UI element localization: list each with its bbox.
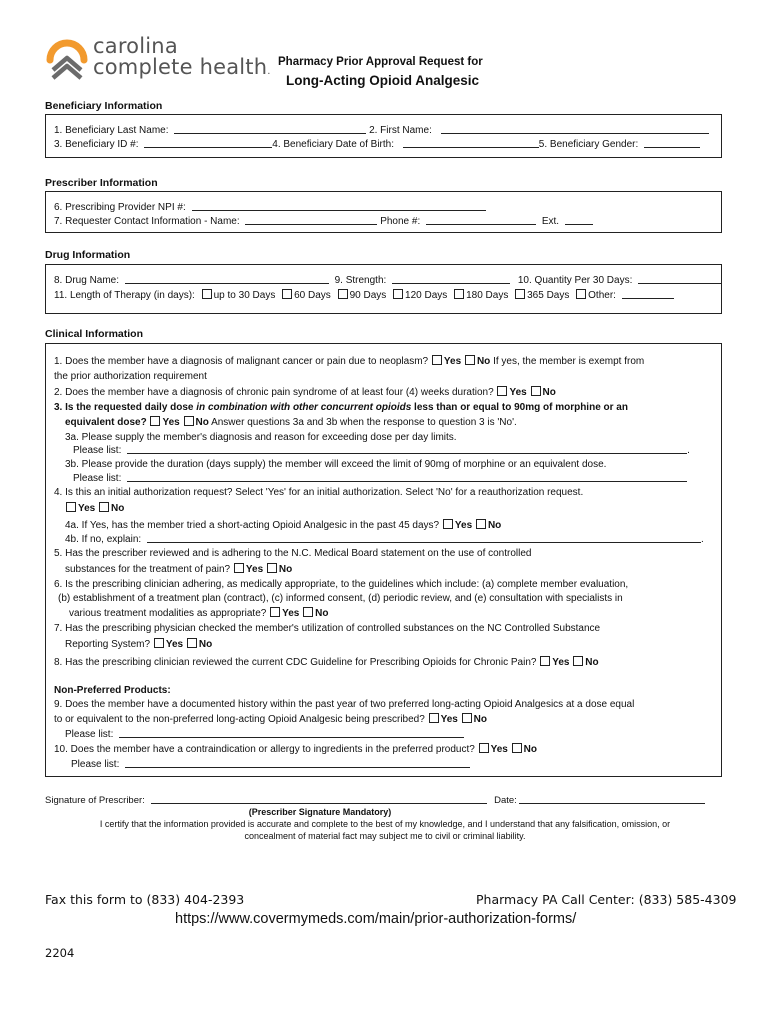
q6-line-3: [69, 607, 328, 620]
contact-name-label: 7. Requester Contact Information - Name:: [54, 216, 240, 227]
dob-field[interactable]: [403, 138, 539, 148]
therapy-option-label: 365 Days: [527, 290, 570, 301]
q4a-line: [65, 519, 501, 532]
q4-line: 4. Is this an initial authorization request? Select 'Yes' for an initial authorization. Select 'No' for a reauthorization request.: [54, 487, 584, 498]
logo: [44, 34, 271, 84]
q2-line: [54, 386, 556, 399]
ext-label: Ext.: [541, 216, 560, 227]
q7-yes-checkbox[interactable]: [154, 638, 164, 648]
dob-label: 4. Beneficiary Date of Birth:: [272, 139, 394, 150]
phone-label: Phone #:: [380, 216, 421, 227]
q4a-yes-checkbox[interactable]: [443, 519, 453, 529]
prescriber-row-1: [54, 201, 486, 214]
first-name-label: 2. First Name:: [369, 125, 432, 136]
q8-text: 8. Has the prescribing clinician reviewed the current CDC Guideline for Prescribing Opioids for Chronic Pain?: [54, 657, 537, 668]
therapy-other-field[interactable]: [622, 289, 674, 299]
q4b-line: 4b. If no, explain: .: [65, 534, 704, 545]
yes-label: Yes: [490, 744, 508, 755]
gender-label: 5. Beneficiary Gender:: [538, 139, 639, 150]
beneficiary-row-1: [54, 124, 709, 137]
q3-text-4: equivalent dose?: [65, 417, 147, 428]
beneficiary-section-title: Beneficiary Information: [45, 100, 163, 112]
drug-row-2: [54, 289, 674, 302]
certify-line-1: I certify that the information provided is accurate and complete to the best of my knowledge, and I understand that any falsification, omission, or: [99, 819, 671, 829]
no-label: No: [278, 564, 293, 575]
q4b-field[interactable]: [147, 533, 701, 543]
beneficiary-box: [45, 114, 722, 158]
ext-field[interactable]: [565, 215, 593, 225]
q3-no-checkbox[interactable]: [184, 416, 194, 426]
q3b-list-field[interactable]: [127, 472, 687, 482]
q6-text: various treatment modalities as appropriate?: [69, 608, 267, 619]
form-code: 2204: [45, 946, 75, 960]
brand-name-line2: [93, 55, 271, 79]
q5-text: substances for the treatment of pain?: [65, 564, 231, 575]
brand-name-line1: carolina: [93, 34, 178, 58]
signature-label: Signature of Prescriber:: [45, 795, 145, 806]
q7-line-2: [65, 638, 212, 651]
signature-row: [45, 794, 705, 807]
beneficiary-id-field[interactable]: [144, 138, 272, 148]
q6-line-2: (b) establishment of a treatment plan (contract), (c) informed consent, (d) periodic review, and (e) consultation with specialists in: [58, 593, 623, 604]
therapy-option-365[interactable]: [514, 290, 569, 301]
no-label: No: [195, 417, 209, 428]
call-center-info: Pharmacy PA Call Center: (833) 585-4309: [476, 892, 737, 907]
checkbox-icon[interactable]: [393, 289, 403, 299]
date-label: Date:: [494, 795, 517, 806]
q10-yes-checkbox[interactable]: [479, 743, 489, 753]
therapy-option-90[interactable]: [337, 290, 387, 301]
q3-line-1: [54, 401, 628, 414]
q3-yes-checkbox[interactable]: [150, 416, 160, 426]
gender-field[interactable]: [644, 138, 700, 148]
brand-mark: .: [267, 66, 271, 77]
checkbox-icon[interactable]: [202, 289, 212, 299]
yes-label: Yes: [282, 608, 300, 619]
q10-list-field[interactable]: [125, 758, 470, 768]
q4-options: [65, 502, 124, 515]
q3b-list-line: [73, 472, 687, 485]
please-list-label: Please list:: [73, 445, 122, 456]
yes-label: Yes: [440, 714, 458, 725]
yes-label: Yes: [552, 657, 570, 668]
q7-no-checkbox[interactable]: [187, 638, 197, 648]
q1-note: If yes, the member is exempt from: [493, 356, 645, 367]
therapy-option-label: Other:: [588, 290, 616, 301]
therapy-label: 11. Length of Therapy (in days):: [54, 290, 195, 301]
q10-no-checkbox[interactable]: [512, 743, 522, 753]
please-list-label: Please list:: [71, 759, 120, 770]
drug-name-field[interactable]: [125, 274, 329, 284]
please-list-label: Please list:: [65, 729, 114, 740]
brand-logo-icon: [44, 36, 90, 82]
first-name-field[interactable]: [441, 124, 709, 134]
q9-yes-checkbox[interactable]: [429, 713, 439, 723]
quantity-field[interactable]: [638, 274, 722, 284]
q10-list-line: [71, 758, 470, 771]
q9-list-line: [65, 728, 464, 741]
prescriber-box: [45, 191, 722, 233]
q1-text: 1. Does the member have a diagnosis of malignant cancer or pain due to neoplasm?: [54, 356, 429, 367]
beneficiary-row-2: [54, 138, 700, 151]
q6-no-checkbox[interactable]: [303, 607, 313, 617]
yes-label: Yes: [454, 520, 473, 531]
q5-line-2: [65, 563, 292, 576]
no-label: No: [315, 608, 329, 619]
q7-text: Reporting System?: [65, 639, 151, 650]
nonpreferred-title: Non-Preferred Products:: [54, 685, 171, 696]
therapy-option-label: 120 Days: [405, 290, 448, 301]
q8-no-checkbox[interactable]: [573, 656, 583, 666]
yes-label: Yes: [162, 417, 180, 428]
q3-text-3: less than or equal to 90mg of morphine or an: [411, 402, 628, 413]
checkbox-icon[interactable]: [515, 289, 525, 299]
certify-line-2: concealment of material fact may subject me to civil or criminal liability.: [244, 831, 526, 841]
q3-instruction: Answer questions 3a and 3b when the response to question 3 is 'No'.: [211, 417, 517, 428]
therapy-option-120[interactable]: [392, 290, 447, 301]
q10-text: 10. Does the member have a contraindication or allergy to ingredients in the preferred product?: [54, 744, 475, 755]
q6-yes-checkbox[interactable]: [270, 607, 280, 617]
date-field[interactable]: [519, 794, 705, 804]
drug-row-1: [54, 274, 722, 287]
covermymeds-link[interactable]: https://www.covermymeds.com/main/prior-authorization-forms/: [175, 911, 577, 927]
therapy-option-label: 90 Days: [349, 290, 387, 301]
q9-text: to or equivalent to the non-preferred long-acting Opioid Analgesic being prescribed?: [54, 714, 425, 725]
q2-text: 2. Does the member have a diagnosis of chronic pain syndrome of at least four (4) weeks duration?: [54, 387, 494, 398]
no-label: No: [585, 657, 599, 668]
npi-label: 6. Prescribing Provider NPI #:: [54, 202, 186, 213]
beneficiary-id-label: 3. Beneficiary ID #:: [54, 139, 139, 150]
therapy-option-label: up to 30 Days: [213, 290, 276, 301]
drug-name-label: 8. Drug Name:: [54, 275, 120, 286]
therapy-option-label: 180 Days: [466, 290, 509, 301]
q2-yes-checkbox[interactable]: [497, 386, 507, 396]
q4a-text: 4a. If Yes, has the member tried a short-acting Opioid Analgesic in the past 45 days?: [65, 520, 440, 531]
q3a-list-line: Please list: .: [73, 445, 690, 456]
q5-line-1: 5. Has the prescriber reviewed and is adhering to the N.C. Medical Board statement on the use of controlled: [54, 548, 532, 559]
q7-line-1: 7. Has the prescribing physician checked the member's utilization of controlled substances on the NC Controlled Substance: [54, 623, 601, 634]
q10-line: [54, 743, 537, 756]
brand-name-line2-text: complete health: [93, 55, 268, 79]
q1-line-2: the prior authorization requirement: [54, 371, 207, 382]
yes-label: Yes: [509, 387, 527, 398]
q2-no-checkbox[interactable]: [531, 386, 541, 396]
q1-yes-checkbox[interactable]: [432, 355, 442, 365]
no-label: No: [111, 503, 125, 514]
q3a-line: 3a. Please supply the member's diagnosis and reason for exceeding dose per day limits.: [65, 432, 457, 443]
yes-label: Yes: [165, 639, 184, 650]
q3-line-2: [65, 416, 517, 429]
clinical-box: [45, 343, 722, 777]
no-label: No: [523, 744, 537, 755]
q3-text-2: in combination with other concurrent opioids: [196, 402, 412, 413]
q9-no-checkbox[interactable]: [462, 713, 472, 723]
checkbox-icon[interactable]: [338, 289, 348, 299]
checkbox-icon[interactable]: [576, 289, 586, 299]
please-list-label: Please list:: [73, 473, 122, 484]
therapy-option-other[interactable]: [575, 290, 616, 301]
checkbox-icon[interactable]: [282, 289, 292, 299]
therapy-option-label: 60 Days: [294, 290, 331, 301]
signature-field[interactable]: [151, 794, 487, 804]
q3b-line: 3b. Please provide the duration (days supply) the member will exceed the limit of 90mg of morphine or an equivalent dose.: [65, 459, 607, 470]
clinical-section-title: Clinical Information: [45, 328, 144, 340]
fax-info: Fax this form to (833) 404-2393: [45, 892, 245, 907]
q4-yes-checkbox[interactable]: [66, 502, 76, 512]
no-label: No: [198, 639, 213, 650]
q9-line-1: 9. Does the member have a documented history within the past year of two preferred long-acting Opioid Analgesics at a dose equal: [54, 699, 635, 710]
strength-field[interactable]: [392, 274, 510, 284]
signature-mandatory: (Prescriber Signature Mandatory): [248, 807, 392, 817]
last-name-field[interactable]: [174, 124, 366, 134]
q4b-text: 4b. If no, explain:: [65, 534, 142, 545]
q3-text-1: 3. Is the requested daily dose: [54, 402, 197, 413]
no-label: No: [473, 714, 487, 725]
q8-yes-checkbox[interactable]: [540, 656, 550, 666]
q5-yes-checkbox[interactable]: [234, 563, 244, 573]
no-label: No: [476, 356, 491, 367]
npi-field[interactable]: [192, 201, 486, 211]
phone-field[interactable]: [426, 215, 536, 225]
therapy-option-30[interactable]: [201, 290, 276, 301]
checkbox-icon[interactable]: [454, 289, 464, 299]
q4a-no-checkbox[interactable]: [476, 519, 486, 529]
drug-box: [45, 264, 722, 314]
strength-label: 9. Strength:: [334, 275, 387, 286]
therapy-option-60[interactable]: [281, 290, 331, 301]
q6-line-1: 6. Is the prescribing clinician adhering, as medically appropriate, to the guidelines which include: (a) complete member evaluation,: [54, 579, 629, 590]
form-subtitle: Long-Acting Opioid Analgesic: [286, 73, 479, 88]
contact-name-field[interactable]: [245, 215, 377, 225]
no-label: No: [487, 520, 502, 531]
q9-line-2: [54, 713, 487, 726]
drug-section-title: Drug Information: [45, 249, 131, 261]
q1-no-checkbox[interactable]: [465, 355, 475, 365]
yes-label: Yes: [443, 356, 462, 367]
q3a-list-field[interactable]: [127, 444, 687, 454]
no-label: No: [542, 387, 556, 398]
q1-line-1: [54, 355, 644, 368]
prescriber-section-title: Prescriber Information: [45, 177, 158, 189]
quantity-label: 10. Quantity Per 30 Days:: [517, 275, 633, 286]
yes-label: Yes: [245, 564, 264, 575]
prescriber-row-2: [54, 215, 593, 228]
q4-no-checkbox[interactable]: [99, 502, 109, 512]
form-title: Pharmacy Prior Approval Request for: [278, 56, 483, 68]
q8-line: [54, 656, 599, 669]
therapy-option-180[interactable]: [453, 290, 508, 301]
yes-label: Yes: [78, 503, 96, 514]
q5-no-checkbox[interactable]: [267, 563, 277, 573]
q9-list-field[interactable]: [119, 728, 464, 738]
last-name-label: 1. Beneficiary Last Name:: [54, 125, 169, 136]
